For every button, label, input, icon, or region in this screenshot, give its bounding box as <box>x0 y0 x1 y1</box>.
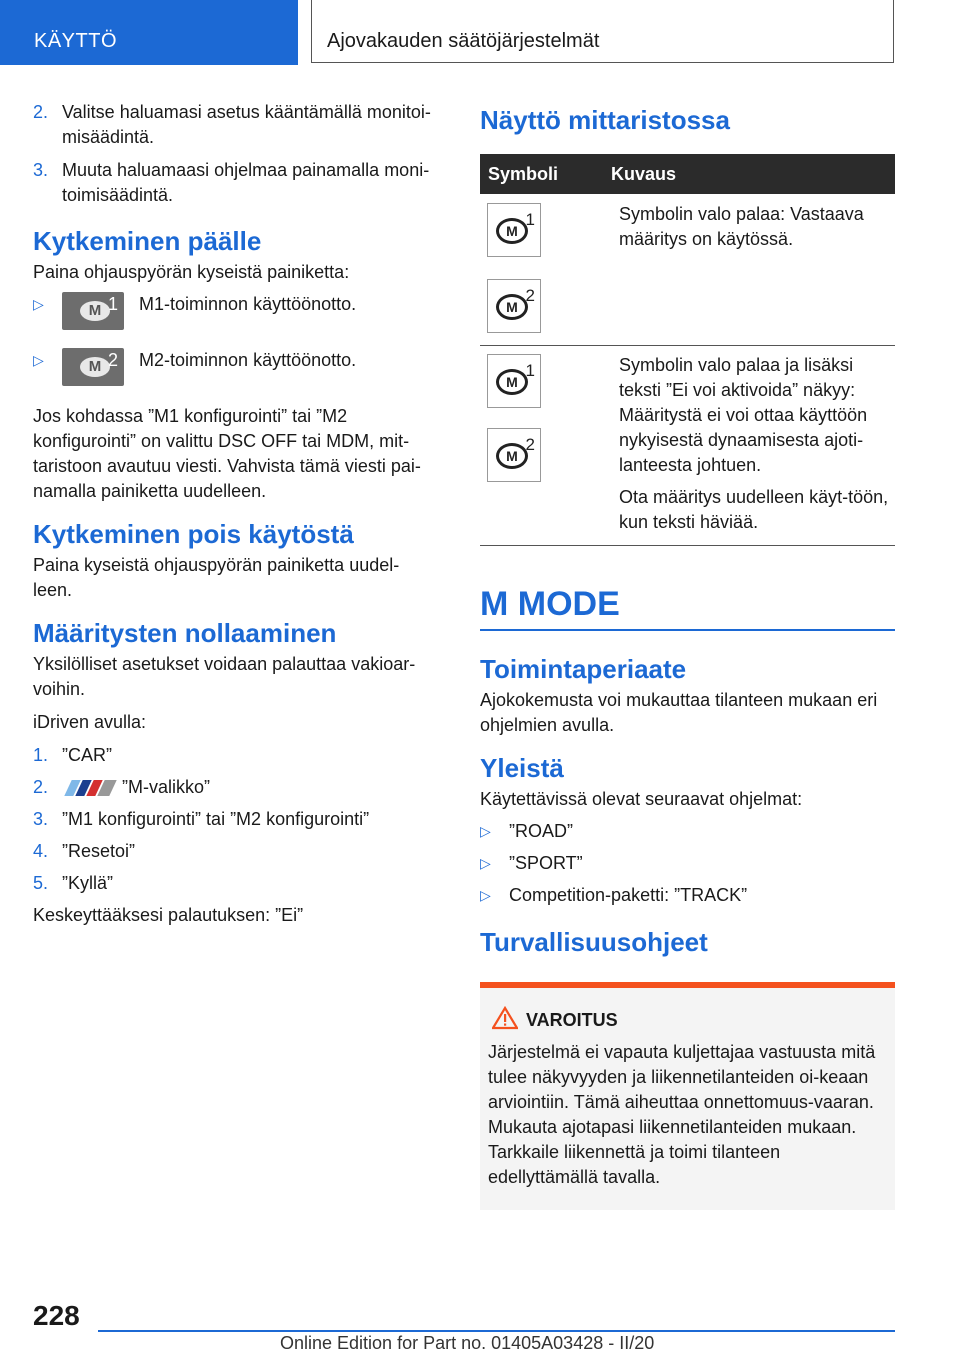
heading-display: Näyttö mittaristossa <box>480 105 730 135</box>
paragraph: Yksilölliset asetukset voidaan palauttaa vakioar-voihin. <box>33 654 416 699</box>
list-item <box>33 100 482 150</box>
list-item: 3. ”M1 konfigurointi” tai ”M2 konfigurointi” <box>33 809 370 829</box>
step-number: 2. <box>33 102 49 122</box>
list-item: ▷ ”ROAD” <box>480 819 895 844</box>
paragraph: Jos kohdassa ”M1 konfigurointi” tai ”M2 konfigurointi” on valittu DSC OFF tai MDM, mit-taristoon avautuu viesti. Vahvista tämä viesti pai-namalla painiketta uudelleen. <box>33 406 421 501</box>
heading-principle: Toimintaperiaate <box>480 654 687 684</box>
triangle-bullet-icon: ▷ <box>33 352 44 368</box>
heading-reset: Määritysten nollaaminen <box>33 618 337 648</box>
left-column <box>33 100 448 928</box>
table-row <box>480 194 895 346</box>
list-item: 5. ”Kyllä” <box>33 873 114 893</box>
heading-turn-off: Kytkeminen pois käytöstä <box>33 519 354 549</box>
m1-symbol-icon: M 1 <box>487 203 541 257</box>
table-cell: Symbolin valo palaa ja lisäksi teksti ”Ei voi aktivoida” näkyy: Määritystä ei voi ottaa käyttöön nykyisestä dynaamisesta ajoti-lanteesta johtuen. <box>619 355 868 475</box>
list-item: 2. ”M-valikko” <box>33 777 210 797</box>
triangle-bullet-icon: ▷ <box>480 855 491 871</box>
table-row <box>480 346 895 546</box>
paragraph: iDriven avulla: <box>33 712 147 732</box>
m2-symbol-icon: M 2 <box>487 279 541 333</box>
triangle-bullet-icon: ▷ <box>33 296 44 312</box>
list-item <box>33 292 448 334</box>
heading-safety: Turvallisuusohjeet <box>480 927 708 957</box>
table-cell: Symbolin valo palaa: Vastaava määritys on käytössä. <box>619 204 864 249</box>
list-item: 1. ”CAR” <box>33 745 112 765</box>
heading-turn-on: Kytkeminen päälle <box>33 226 262 256</box>
page-number: 228 <box>33 1300 80 1331</box>
warning-triangle-icon <box>492 1006 518 1030</box>
paragraph: Keskeyttääksesi palautuksen: ”Ei” <box>33 905 304 925</box>
triangle-bullet-icon: ▷ <box>480 887 491 903</box>
table-header: Kuvaus <box>603 154 895 194</box>
table-header: Symboli <box>480 154 603 194</box>
edition-text: Online Edition for Part no. 01405A03428 - II/20 <box>280 1333 655 1353</box>
right-column <box>480 100 895 1210</box>
list-item <box>33 158 482 208</box>
button-description: M2-toiminnon käyttöönotto. <box>139 350 357 370</box>
header-section: KÄYTTÖ <box>34 30 118 52</box>
m2-symbol-icon: M 2 <box>487 428 541 482</box>
paragraph: Paina kyseistä ohjauspyörän painiketta uudel-leen. <box>33 555 400 600</box>
triangle-bullet-icon: ▷ <box>480 823 491 839</box>
step-number: 3. <box>33 160 49 180</box>
list-item: 4. ”Resetoi” <box>33 841 136 861</box>
header-chapter-box <box>311 0 894 63</box>
paragraph: Ajokokemusta voi mukauttaa tilanteen mukaan eri ohjelmien avulla. <box>480 690 878 735</box>
list-item: ▷ Competition-paketti: ”TRACK” <box>480 883 895 908</box>
mmode-heading-block <box>480 584 895 631</box>
paragraph: Paina ohjauspyörän kyseistä painiketta: <box>33 262 350 282</box>
table-cell: Ota määritys uudelleen käyt-töön, kun teksti häviää. <box>619 487 889 532</box>
m1-button-icon: M 1 <box>62 292 124 330</box>
list-item <box>33 348 448 390</box>
step-text: Muuta haluamaasi ohjelmaa painamalla moni-toimisäädintä. <box>62 160 430 205</box>
paragraph: Käytettävissä olevat seuraavat ohjelmat: <box>480 789 803 809</box>
symbol-table <box>480 154 895 546</box>
heading-general: Yleistä <box>480 753 564 783</box>
header-section-tab <box>0 0 298 65</box>
list-item: ▷ ”SPORT” <box>480 851 895 876</box>
button-description: M1-toiminnon käyttöönotto. <box>139 294 357 314</box>
m2-button-icon: M 2 <box>62 348 124 386</box>
warning-box <box>480 982 895 1210</box>
warning-title: VAROITUS <box>488 1006 887 1034</box>
footer-divider <box>98 1330 895 1332</box>
m-stripes-icon <box>64 780 114 796</box>
header-chapter: Ajovakauden säätöjärjestelmät <box>327 30 600 52</box>
step-text: Valitse haluamasi asetus kääntämällä monitoi-misäädintä. <box>62 102 431 147</box>
heading-mmode: M MODE <box>480 585 620 623</box>
warning-text: Järjestelmä ei vapauta kuljettajaa vastuusta mitä tulee näkyvyyden ja liikennetilanteiden oi-keaan arviointiin. Tämä aiheuttaa onnettomuus-vaaran. Mukauta ajotapasi liikennetilanteiden mukaan. Tarkkaile liikennettä ja toimi tilanteen edellyttämällä tavalla. <box>488 1042 876 1187</box>
m1-symbol-icon: M 1 <box>487 354 541 408</box>
